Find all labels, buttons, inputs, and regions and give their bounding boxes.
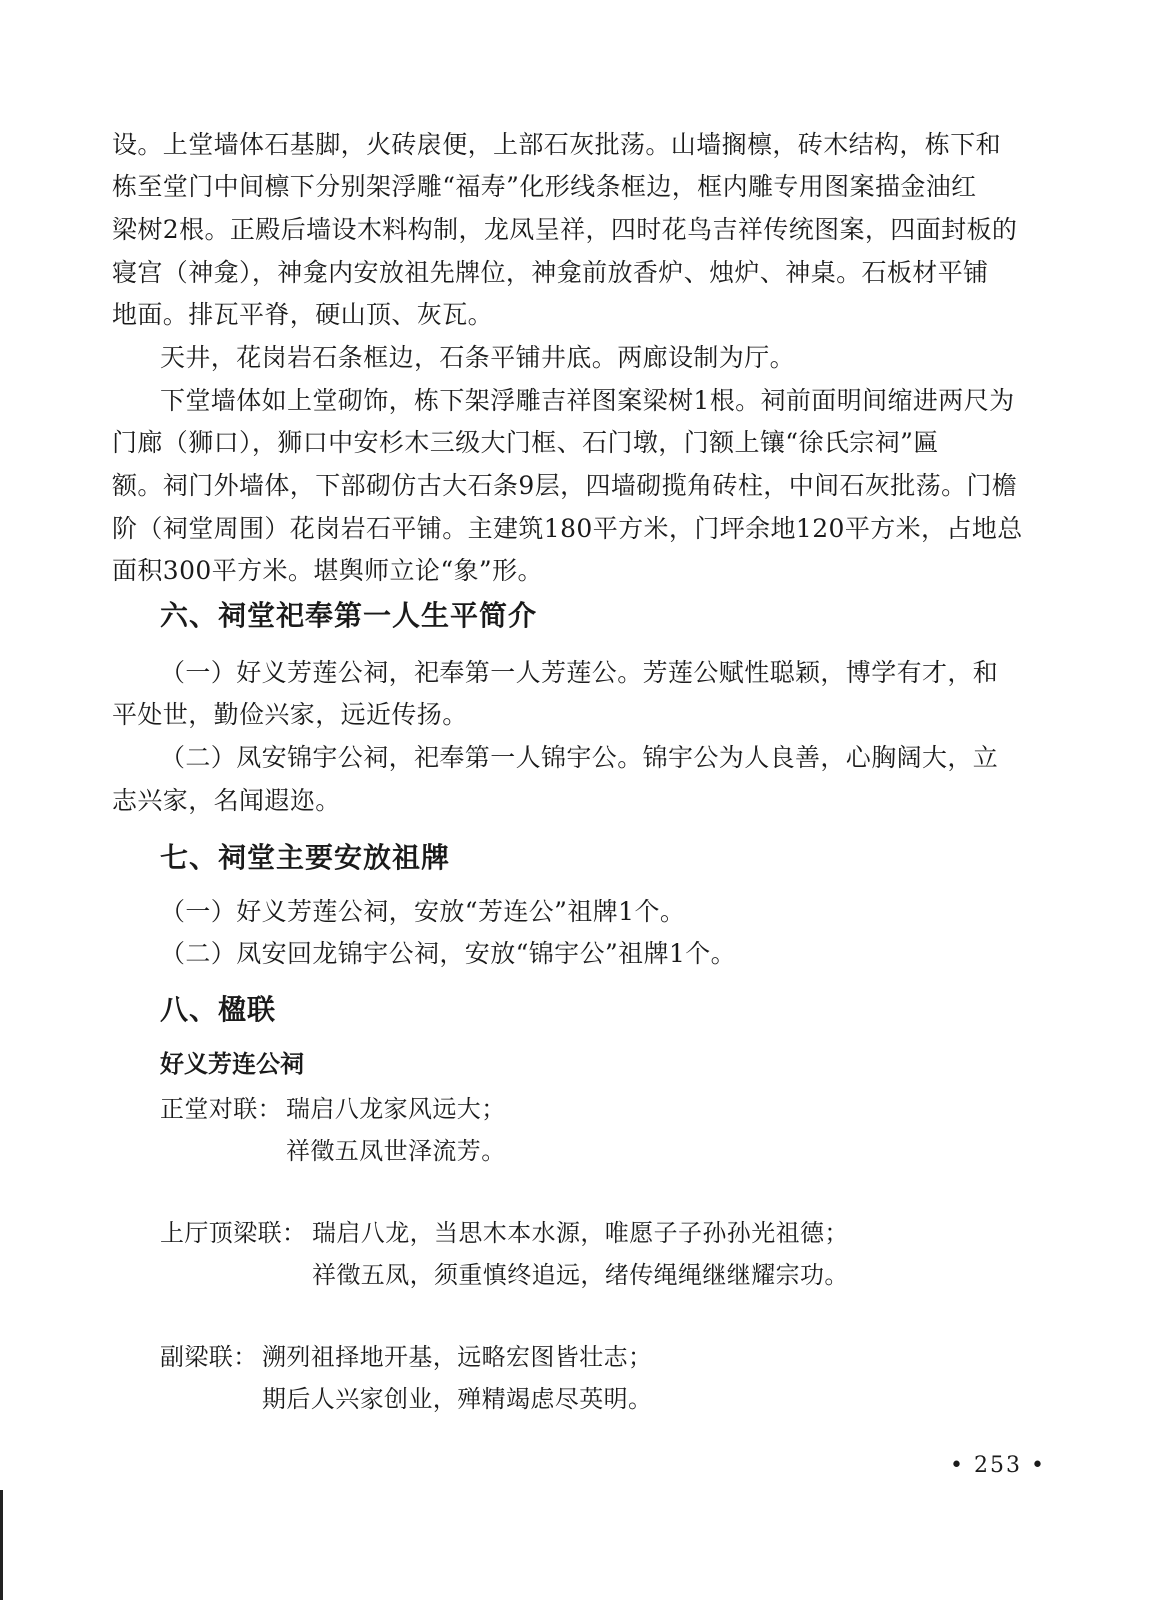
section-heading: 八、楹联: [160, 993, 277, 1026]
section-heading: 七、祠堂主要安放祖牌: [160, 841, 451, 874]
couplet-line: 瑞启八龙家风远大；: [286, 1095, 506, 1123]
paragraph-line: 阶（祠堂周围）花岗岩石平铺。主建筑180平方米，门坪余地120平方米，占地总: [112, 514, 1023, 543]
paragraph-line: 栋至堂门中间檩下分别架浮雕“福寿”化形线条框边，框内雕专用图案描金油红: [112, 172, 977, 201]
subsection-heading: 好义芳连公祠: [160, 1050, 304, 1078]
couplet-label: 上厅顶梁联：: [160, 1219, 307, 1247]
paragraph-line: 平处世，勤俭兴家，远近传扬。: [112, 700, 468, 729]
paragraph-line: 地面。排瓦平脊，硬山顶、灰瓦。: [112, 300, 494, 329]
section-heading: 六、祠堂祀奉第一人生平简介: [160, 599, 538, 632]
paragraph-line: 面积300平方米。堪舆师立论“象”形。: [112, 556, 543, 585]
paragraph-line: （二）凤安锦宇公祠，祀奉第一人锦宇公。锦宇公为人良善，心胸阔大，立: [160, 743, 999, 772]
paragraph-line: 志兴家，名闻遐迩。: [112, 786, 341, 815]
paragraph-line: 下堂墙体如上堂砌饰，栋下架浮雕吉祥图案梁树1根。祠前面明间缩进两尺为: [160, 386, 1015, 415]
couplet-label: 副梁联：: [160, 1343, 258, 1371]
paragraph-line: 寝宫（神龛），神龛内安放祖先牌位，神龛前放香炉、烛炉、神桌。石板材平铺: [112, 258, 989, 287]
paragraph-line: 天井，花岗岩石条框边，石条平铺井底。两廊设制为厅。: [160, 343, 796, 372]
paragraph-line: （一）好义芳莲公祠，祀奉第一人芳莲公。芳莲公赋性聪颖，博学有才，和: [160, 658, 999, 687]
couplet-label: 正堂对联：: [160, 1095, 282, 1123]
page-number: • 253 •: [950, 1453, 1046, 1478]
paragraph-line: （一）好义芳莲公祠，安放“芳连公”祖牌1个。: [160, 897, 686, 926]
couplet-line: 祥徵五凤，须重慎终追远，绪传绳绳继继耀宗功。: [312, 1261, 849, 1289]
paragraph-line: 设。上堂墙体石基脚，火砖扆便，上部石灰批荡。山墙搁檩，砖木结构，栋下和: [112, 130, 1002, 159]
couplet-line: 溯列祖择地开基，远略宏图皆壮志；: [262, 1343, 653, 1371]
scan-edge-mark: [0, 1490, 3, 1600]
paragraph-line: 额。祠门外墙体，下部砌仿古大石条9层，四墙砌揽角砖柱，中间石灰批荡。门檐: [112, 471, 1018, 500]
couplet-line: 祥徵五凤世泽流芳。: [286, 1137, 506, 1165]
paragraph-line: 梁树2根。正殿后墙设木料构制，龙凤呈祥，四时花鸟吉祥传统图案，四面封板的: [112, 215, 1018, 244]
paragraph-line: （二）凤安回龙锦宇公祠，安放“锦宇公”祖牌1个。: [160, 939, 737, 968]
couplet-line: 期后人兴家创业，殚精竭虑尽英明。: [262, 1385, 653, 1413]
paragraph-line: 门廊（狮口），狮口中安杉木三级大门框、石门墩，门额上镶“徐氏宗祠”匾: [112, 428, 939, 457]
couplet-line: 瑞启八龙，当思木本水源，唯愿子子孙孙光祖德；: [312, 1219, 849, 1247]
